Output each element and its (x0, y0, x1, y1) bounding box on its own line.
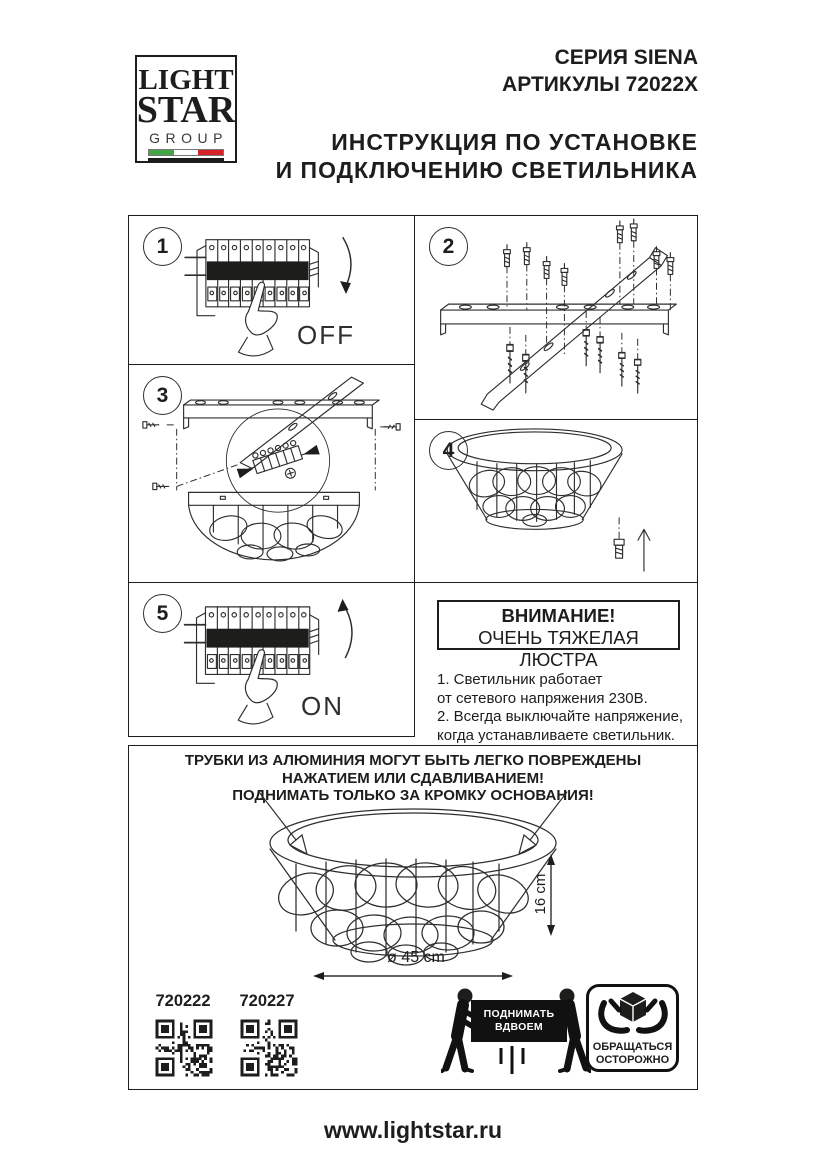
step-1-panel (128, 215, 415, 365)
caution-line-3: ПОДНИМАТЬ ТОЛЬКО ЗА КРОМКУ ОСНОВАНИЯ! (232, 787, 594, 804)
title-line-2: И ПОДКЛЮЧЕНИЮ СВЕТИЛЬНИКА (275, 157, 698, 183)
note-line: от сетевого напряжения 230В. (437, 689, 648, 707)
on-label: ON (301, 691, 344, 721)
caution-line-1: ТРУБКИ ИЗ АЛЮМИНИЯ МОГУТ БЫТЬ ЛЕГКО ПОВРЕЖДЕНЫ (184, 752, 642, 769)
website-url: www.lightstar.ru (323, 1117, 503, 1143)
bracket-wiring-illustration (129, 365, 414, 582)
caution-line-2: НАЖАТИЕМ ИЛИ СДАВЛИВАНИЕМ! (281, 769, 545, 787)
articles-title: АРТИКУЛЫ 72022X (502, 73, 698, 96)
step-4-panel (415, 420, 698, 583)
logo-word-star: STAR (136, 89, 236, 131)
logo-word-group: GROUP (149, 130, 228, 146)
mounting-bracket-illustration (415, 216, 697, 419)
handling-section (128, 745, 698, 1090)
qr-code (238, 1017, 300, 1079)
care-label-line-2: ОСТОРОЖНО (595, 1054, 670, 1066)
step-4-number: 4 (429, 431, 468, 470)
lift-two-people-label (471, 1000, 567, 1042)
warning-box (437, 600, 680, 670)
handle-with-care-icon (586, 984, 679, 1072)
document-title (276, 128, 698, 184)
step-2-number: 2 (429, 227, 468, 266)
chandelier-mounted-illustration (415, 420, 697, 582)
title-line-1: ИНСТРУКЦИЯ ПО УСТАНОВКЕ (331, 129, 698, 155)
hands-cube-glyph (596, 991, 670, 1035)
step-3-panel (128, 365, 415, 583)
height-dimension: 16 cm (532, 873, 549, 915)
lift-label-line-2: ВДВОЕМ (495, 1021, 543, 1033)
note-line: 1. Светильник работает (437, 671, 603, 688)
qr-code (153, 1017, 215, 1079)
note-line: 2. Всегда выключайте напряжение, (437, 708, 684, 725)
installation-notes (437, 671, 683, 745)
note-line: когда устанавливаете светильник. (437, 726, 675, 744)
warning-panel (415, 583, 698, 745)
warning-title: ВНИМАНИЕ! (501, 605, 616, 626)
logo-underline (148, 158, 224, 161)
breaker-off-illustration (129, 216, 414, 364)
logo-word-light: LIGHT (138, 64, 234, 96)
step-3-number: 3 (143, 376, 182, 415)
product-code-720227: 720227 (239, 992, 295, 1010)
off-label: OFF (297, 320, 355, 350)
step-5-panel (128, 583, 415, 737)
lift-label-line-1: ПОДНИМАТЬ (483, 1008, 555, 1020)
step-5-number: 5 (143, 594, 182, 633)
product-code-720222: 720222 (155, 992, 211, 1010)
care-label-line-1: ОБРАЩАТЬСЯ (592, 1041, 673, 1053)
warning-subtitle: ОЧЕНЬ ТЯЖЕЛАЯ ЛЮСТРА (478, 627, 639, 670)
step-1-number: 1 (143, 227, 182, 266)
series-block (502, 44, 698, 98)
breaker-on-illustration (129, 583, 414, 736)
diameter-dimension: ø 45 cm (387, 949, 445, 966)
italian-flag-bar (148, 149, 224, 156)
step-2-panel (415, 215, 698, 420)
lightstar-logo (135, 55, 237, 163)
series-title: СЕРИЯ SIENA (554, 46, 698, 69)
